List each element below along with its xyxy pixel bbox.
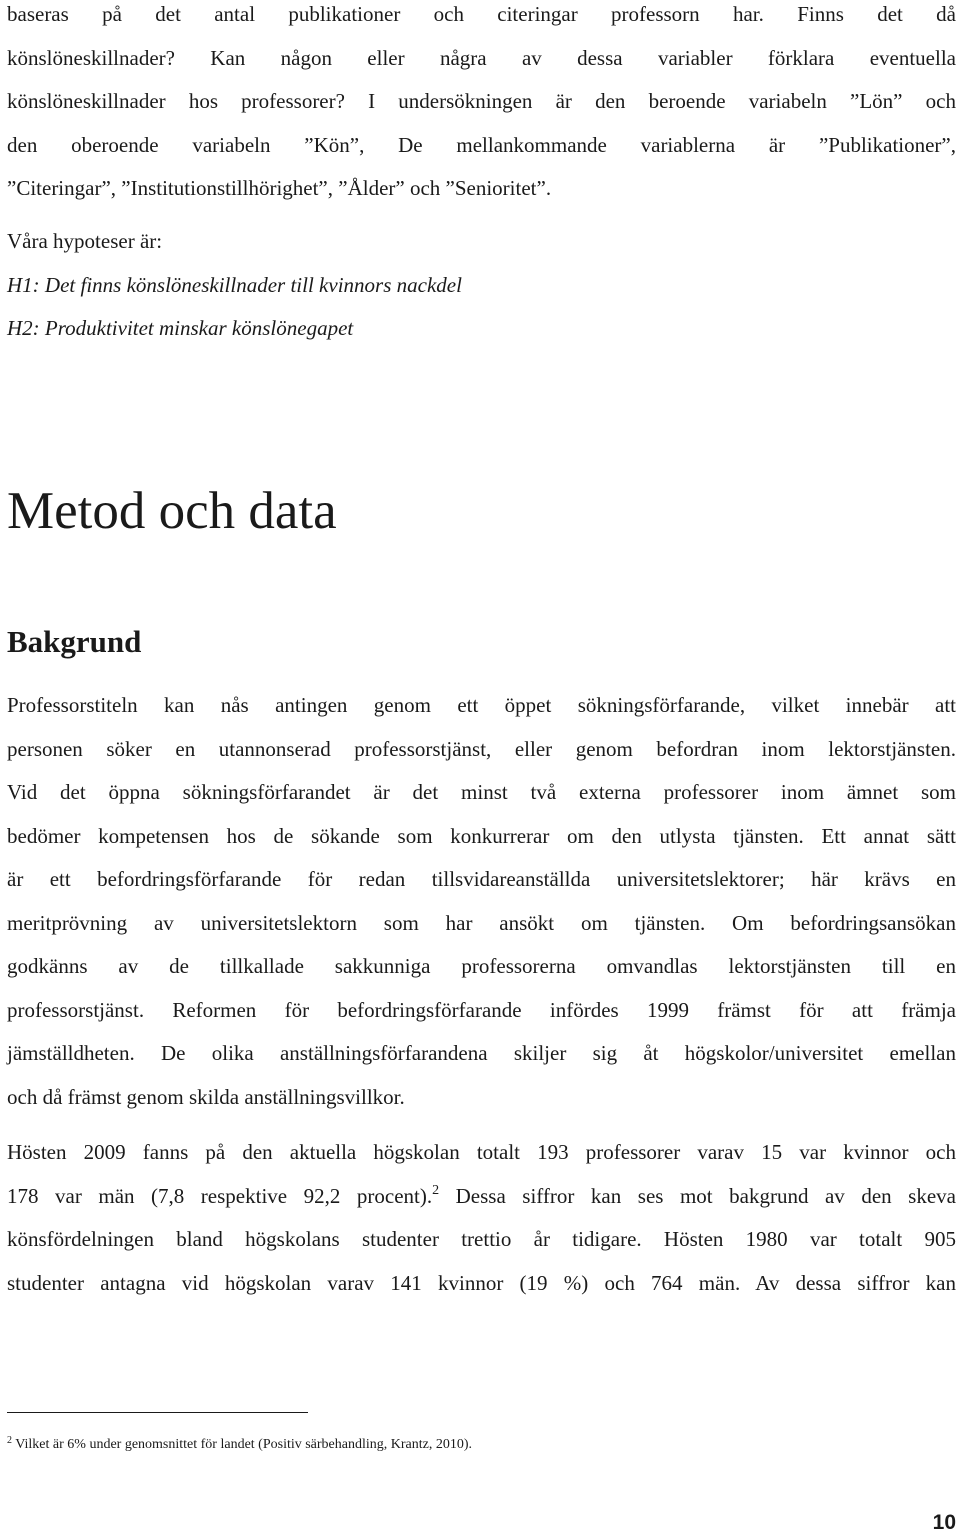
statistics-paragraph <box>7 1138 956 1312</box>
intro-line: baseras på det antal publikationer och citeringar professorn har. Finns det då <box>7 2 956 26</box>
paragraph-line: meritprövning av universitetslektorn som har ansökt om tjänsten. Om befordringsansökan <box>7 910 956 935</box>
background-paragraph <box>7 691 956 1126</box>
paragraph-line: och då främst genom skilda anställningsvillkor. <box>7 1084 405 1109</box>
line-text: 178 var män (7,8 respektive 92,2 procent). <box>7 1183 433 1208</box>
footnote-reference[interactable]: 2 <box>432 1182 440 1198</box>
paragraph-line: studenter antagna vid högskolan varav 141 kvinnor (19 %) och 764 män. Av dessa siffror kan <box>7 1270 956 1295</box>
paragraph-line: godkänns av de tillkallade sakkunniga professorerna omvandlas lektorstjänsten till en <box>7 954 956 978</box>
paragraph-line: bedömer kompetensen hos de sökande som konkurrerar om den utlysta tjänsten. Ett annat sätt <box>7 823 956 848</box>
hypotheses-intro: Våra hypoteser är: <box>7 229 163 253</box>
paragraph-line-with-footnote <box>7 1182 956 1226</box>
footnote-text: Vilket är 6% under genomsnittet för landet (Positiv särbehandling, Krantz, 2010). <box>12 1437 473 1452</box>
paragraph-line: professorstjänst. Reformen för befordringsförfarande infördes 1999 främst för att främja <box>7 997 956 1022</box>
footnote <box>7 1432 472 1458</box>
line-text: Dessa siffror kan ses mot bakgrund av den skeva <box>439 1183 956 1208</box>
paragraph-line: könsfördelningen bland högskolans studenter trettio år tidigare. Hösten 1980 var totalt 905 <box>7 1227 956 1251</box>
paragraph-line: är ett befordringsförfarande för redan tillsvidareanställda universitetslektorer; här krävs en <box>7 867 956 891</box>
page-number: 10 <box>932 1511 956 1534</box>
intro-line: könslöneskillnader hos professorer? I undersökningen är den beroende variabeln ”Lön” och <box>7 89 956 113</box>
intro-line: ”Citeringar”, ”Institutionstillhörighet”, ”Ålder” och ”Senioritet”. <box>7 176 552 200</box>
paragraph-line: Hösten 2009 fanns på den aktuella högskolan totalt 193 professorer varav 15 var kvinnor och <box>7 1140 956 1164</box>
footnote-marker: 2 <box>7 1435 12 1446</box>
intro-line: könslöneskillnader? Kan någon eller några av dessa variabler förklara eventuella <box>7 45 956 70</box>
paragraph-line: Professorstiteln kan nås antingen genom ett öppet sökningsförfarande, vilket innebär att <box>7 693 956 717</box>
section-subtitle: Bakgrund <box>7 624 142 659</box>
intro-line: den oberoende variabeln ”Kön”, De mellankommande variablerna är ”Publikationer”, <box>7 132 956 157</box>
intro-paragraph <box>7 0 956 218</box>
paragraph-line: Vid det öppna sökningsförfarandet är det minst två externa professorer inom ämnet som <box>7 780 956 804</box>
hypothesis-h1: H1: Det finns könslöneskillnader till kvinnors nackdel <box>7 272 462 297</box>
hypothesis-h2: H2: Produktivitet minskar könslönegapet <box>7 316 354 340</box>
footnote-divider <box>7 1412 308 1413</box>
paragraph-line: personen söker en utannonserad professorstjänst, eller genom befordran inom lektorstjänsten. <box>7 736 956 761</box>
paragraph-line: jämställdheten. De olika anställningsförfarandena skiljer sig åt högskolor/universitet emellan <box>7 1041 956 1065</box>
hypotheses-block <box>7 227 956 358</box>
section-title: Metod och data <box>7 482 337 540</box>
